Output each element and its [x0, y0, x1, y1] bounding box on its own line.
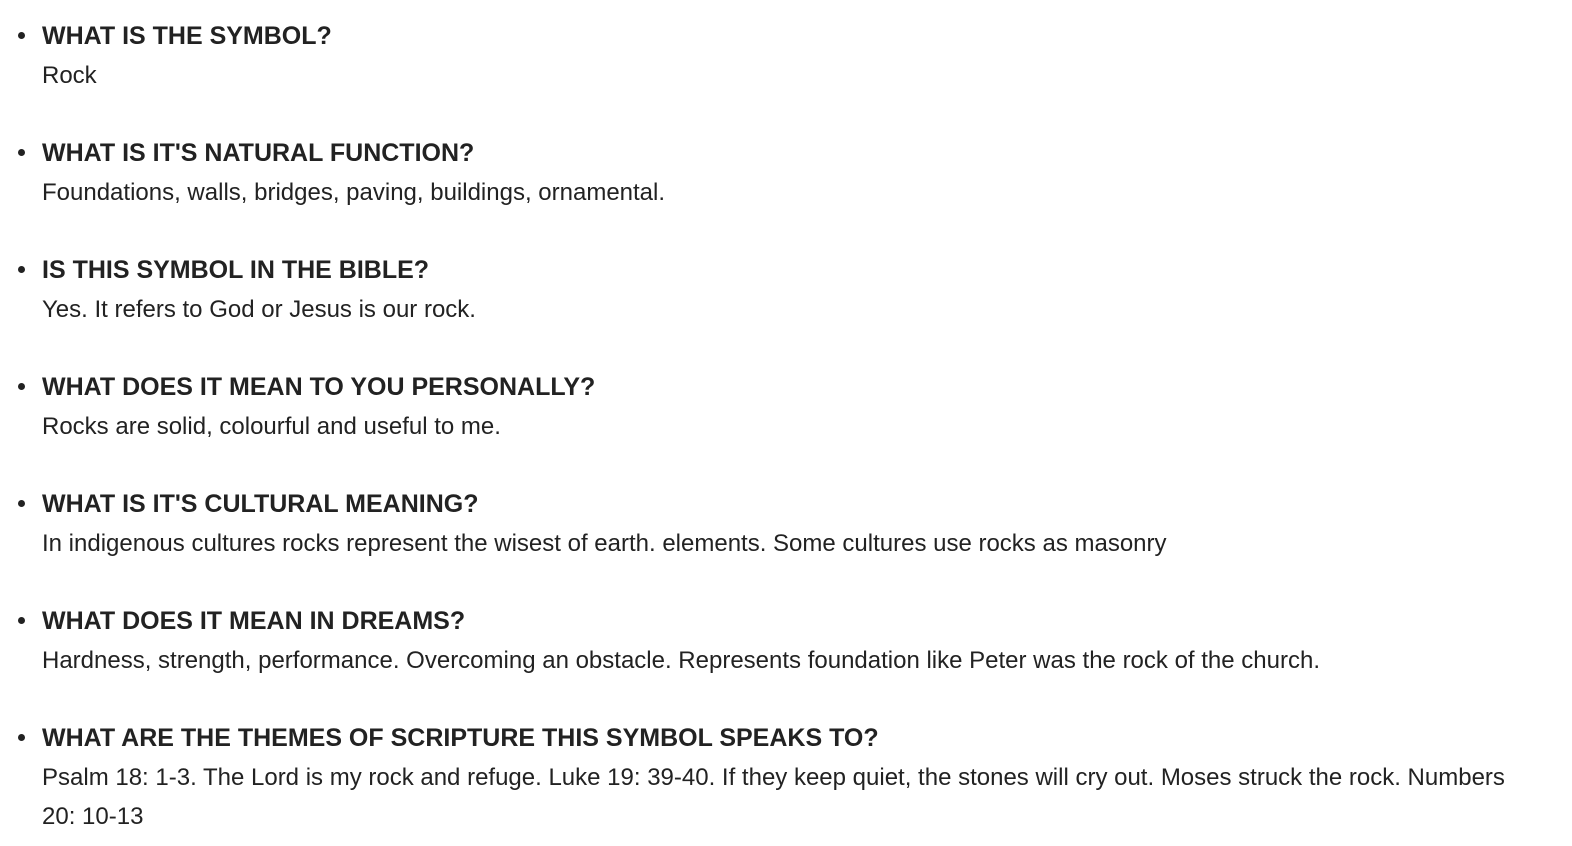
question-heading: WHAT IS IT'S NATURAL FUNCTION?	[42, 139, 475, 167]
bullet-icon	[18, 32, 25, 39]
question-heading: IS THIS SYMBOL IN THE BIBLE?	[42, 256, 430, 284]
answer-text: Foundations, walls, bridges, paving, buildings, ornamental.	[42, 179, 666, 206]
answer-text: Psalm 18: 1-3. The Lord is my rock and refuge. Luke 19: 39-40. If they keep quiet, the stones will cry out. Moses struck the rock. Numbers 20: 10-13	[42, 764, 1505, 830]
bullet-icon	[18, 383, 25, 390]
bullet-icon	[18, 149, 25, 156]
question-heading: WHAT IS THE SYMBOL?	[42, 22, 332, 50]
question-heading: WHAT ARE THE THEMES OF SCRIPTURE THIS SYMBOL SPEAKS TO?	[42, 724, 879, 752]
qa-item-dreams-meaning	[0, 602, 1572, 680]
bullet-icon	[18, 617, 25, 624]
answer-text: Yes. It refers to God or Jesus is our rock.	[42, 296, 476, 323]
answer-text: Rocks are solid, colourful and useful to me.	[42, 413, 501, 440]
bullet-icon	[18, 500, 25, 507]
answer-text: Hardness, strength, performance. Overcoming an obstacle. Represents foundation like Peter was the rock of the church.	[42, 647, 1320, 674]
question-heading: WHAT DOES IT MEAN IN DREAMS?	[42, 607, 466, 635]
question-heading: WHAT DOES IT MEAN TO YOU PERSONALLY?	[42, 373, 596, 401]
bullet-icon	[18, 734, 25, 741]
symbol-qa-list	[0, 17, 1572, 836]
answer-text: Rock	[42, 62, 97, 89]
qa-item-in-bible	[0, 251, 1572, 329]
answer-text: In indigenous cultures rocks represent the wisest of earth. elements. Some cultures use rocks as masonry	[42, 530, 1167, 557]
qa-item-symbol	[0, 17, 1572, 95]
qa-item-scripture-themes	[0, 719, 1572, 836]
bullet-icon	[18, 266, 25, 273]
qa-item-natural-function	[0, 134, 1572, 212]
qa-item-personal-meaning	[0, 368, 1572, 446]
qa-item-cultural-meaning	[0, 485, 1572, 563]
question-heading: WHAT IS IT'S CULTURAL MEANING?	[42, 490, 479, 518]
